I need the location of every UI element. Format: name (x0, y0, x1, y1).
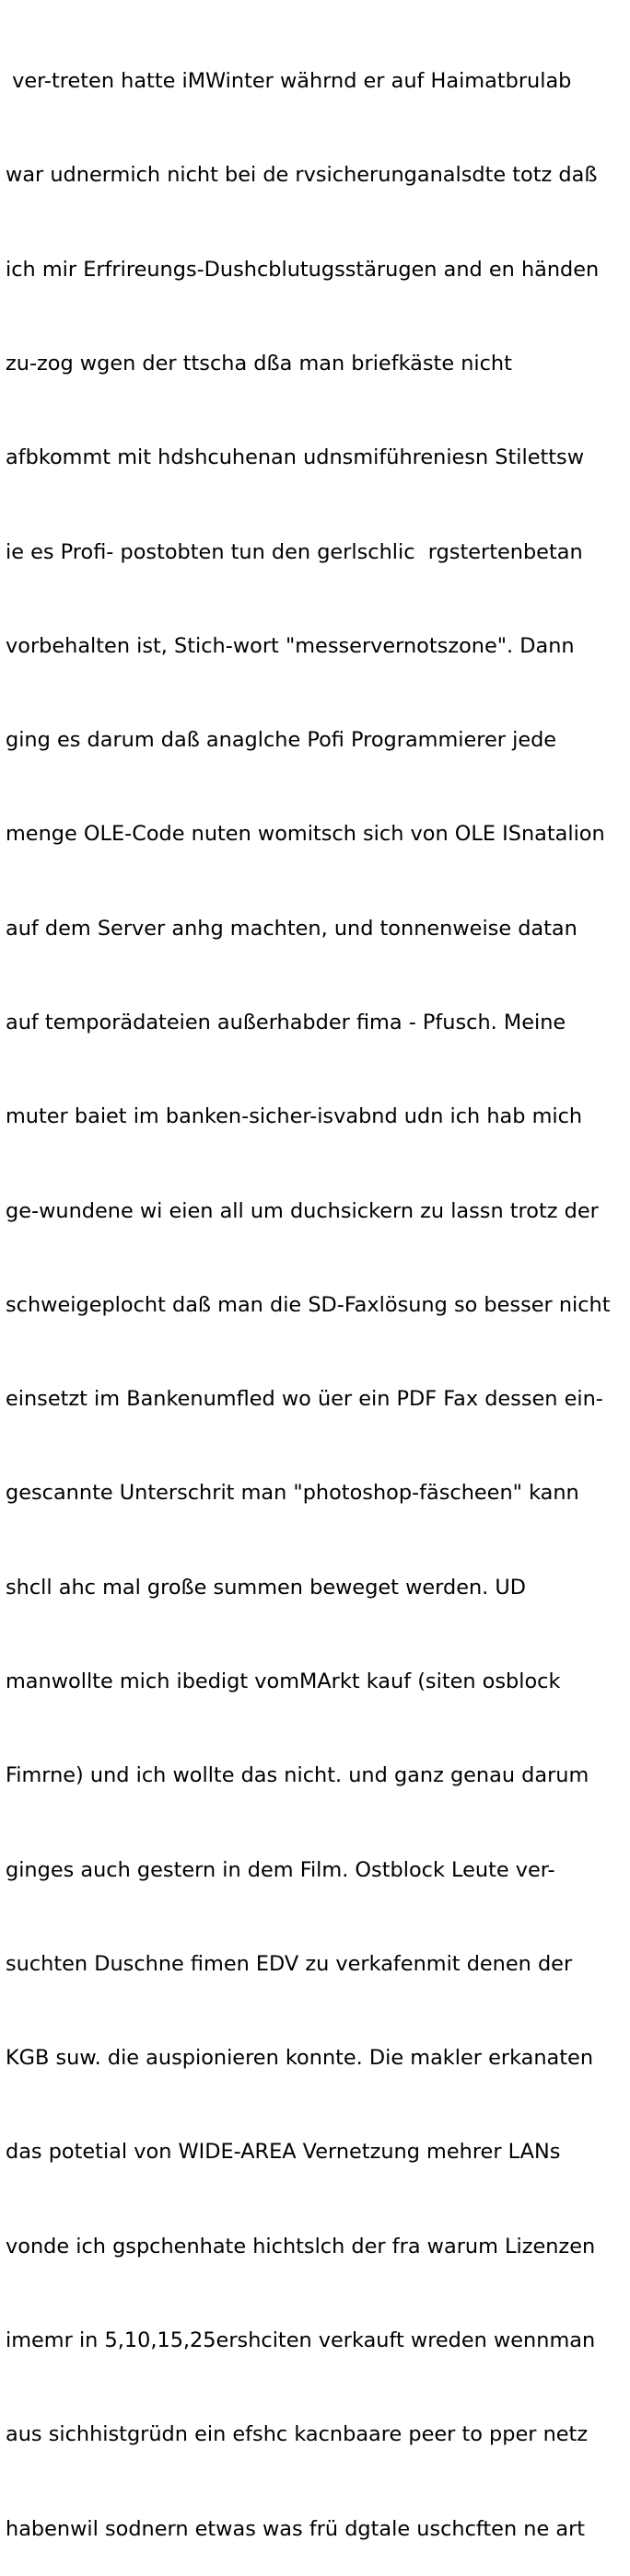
text-line-18: manwollte mich ibedigt vomMArkt kauf (siten osblock (6, 1669, 561, 1693)
text-line-6: ie es Profi- postobten tun den gerlschlic rgstertenbetan (6, 539, 583, 564)
text-line-23: das potetial von WIDE-AREA Vernetzung mehrer LANs (6, 2140, 561, 2165)
text-line-20: ginges auch gestern in dem Film. Ostblock Leute ver- (6, 1857, 555, 1882)
text-line-14: schweigeplocht daß man die SD-Faxlösung so besser nicht (6, 1292, 611, 1317)
text-line-13: ge-wundene wi eien all um duchsickern zu lassn trotz der (6, 1198, 599, 1223)
text-line-21: suchten Duschne fimen EDV zu verkafenmit denen der (6, 1951, 573, 1976)
text-line-24: vonde ich gspchenhate hichtslch der fra warum Lizenzen (6, 2234, 596, 2258)
text-line-11: auf temporädateien außerhabder fima - Pfusch. Meine (6, 1011, 566, 1034)
text-line-27: habenwil sodnern etwas was frü dgtale uschcften ne art (6, 2516, 586, 2541)
text-line-26: aus sichhistgrüdn ein efshc kacnbaare peer to pper netz (6, 2422, 589, 2447)
text-line-9: menge OLE-Code nuten womitsch sich von OLE ISnatalion (6, 822, 605, 847)
text-line-3: ich mir Erfrireungs-Dushcblutugsstärugen and en händen (6, 257, 600, 282)
document-body (6, 3, 628, 2576)
text-line-8: ging es darum daß anaglche Pofi Programmierer jede (6, 728, 557, 753)
text-line-19: Fimrne) und ich wollte das nicht. und ganz genau darum (6, 1763, 589, 1788)
text-line-4: zu-zog wgen der ttscha dßa man briefkäste nicht (6, 352, 512, 376)
text-line-17: shcll ahc mal große summen beweget werden. UD (6, 1575, 527, 1600)
text-line-25: imemr in 5,10,15,25ershciten verkauft wreden wennman (6, 2328, 596, 2352)
text-line-7: vorbehalten ist, Stich-wort "messervernotszone". Dann (6, 633, 575, 658)
text-line-12: muter baiet im banken-sicher-isvabnd udn ich hab mich (6, 1104, 583, 1129)
text-line-15: einsetzt im Bankenumfled wo üer ein PDF Fax dessen ein- (6, 1387, 603, 1412)
text-line-22: KGB suw. die auspionieren konnte. Die makler erkanaten (6, 2046, 594, 2071)
text-line-16: gescannte Unterschrit man "photoshop-fäscheen" kann (6, 1481, 579, 1506)
text-line-5: afbkommt mit hdshcuhenan udnsmiführeniesn Stilettsw (6, 445, 585, 470)
text-line-1: ver-treten hatte iMWinter währnd er auf Haimatbrulab (6, 69, 572, 94)
text-line-10: auf dem Server anhg machten, und tonnenweise datan (6, 916, 578, 941)
text-line-2: war udnermich nicht bei de rvsicherunganalsdte totz daß (6, 163, 598, 188)
